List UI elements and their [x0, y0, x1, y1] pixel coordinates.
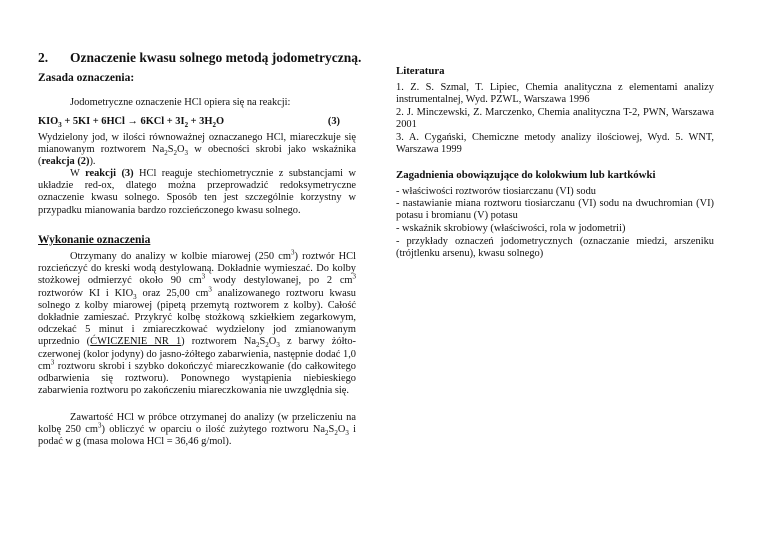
sup: 3 — [291, 248, 295, 257]
eq-part: O — [215, 116, 225, 127]
paragraph-titration — [38, 132, 356, 169]
topic-item: - wskaźnik skrobiowy (właściwości, rola w jodometrii) — [396, 223, 626, 234]
text: ) roztwór HCl rozcieńczyć do kreski wodą destylowaną. Dokładnie wymieszać. Do kolby stożkowej odmierzyć około 90 cm — [38, 251, 356, 287]
text: O — [337, 424, 346, 436]
literature-item: 1. Z. S. Szmal, T. Lipiec, Chemia analityczna z elementami analizy instrumentalnej, Wyd. PZWL, Warszawa 1996 — [396, 82, 714, 106]
text: oraz 25,00 cm — [136, 287, 209, 299]
text: HCl reaguje stechiometrycznie z substancjami w układzie red-ox, dlatego można przeprowadzić redoksymetryczne oznaczenie kwasu solnego. Sposób ten jest szczególnie korzystny w przypadku mianowania bardzo rozcieńczonego kwasu solnego. — [38, 168, 357, 216]
sub: 2 — [334, 429, 338, 438]
reaction-ref: reakcja (2) — [41, 156, 90, 168]
paragraph-calculation — [38, 412, 356, 449]
topic-item: - właściwości roztworów tiosiarczanu (VI) sodu — [396, 186, 596, 197]
equation-number: (3) — [327, 116, 340, 127]
eq-sub: 3 — [58, 121, 62, 130]
sub: 2 — [164, 149, 168, 158]
eq-sub: 2 — [212, 121, 216, 130]
sub: 3 — [345, 429, 349, 438]
text: O — [268, 336, 277, 348]
sup: 3 — [97, 421, 102, 430]
text: W — [70, 168, 86, 179]
reaction-equation — [38, 116, 356, 130]
text: roztworu skrobi i szybko dokończyć miareczkowanie (do całkowitego odbarwienia się roztworu). Ponownego wystąpienia niebieskiego zabarwienia roztworu po zakończeniu miareczkowania nie uwzględnia się. — [38, 360, 356, 397]
paragraph-procedure — [38, 248, 357, 397]
sub: 3 — [184, 149, 188, 158]
paragraph-redox — [38, 168, 356, 217]
text: roztworów KI i KIO — [38, 287, 134, 299]
text: wody destylowanej, po 2 cm — [205, 275, 353, 287]
sup: 3 — [208, 285, 212, 294]
section-title — [38, 50, 361, 66]
sub: 2 — [325, 429, 329, 438]
literature-heading: Literatura — [396, 65, 445, 77]
text: ). — [89, 156, 96, 168]
text: Zawartość HCl w próbce otrzymanej do analizy (w przeliczeniu na kolbę 250 cm — [38, 412, 356, 436]
eq-sub: 2 — [184, 121, 189, 130]
principle-intro: Jodometryczne oznaczenie HCl opiera się na reakcji: — [70, 97, 291, 108]
text: O — [176, 144, 185, 156]
sub: 2 — [265, 341, 269, 350]
topic-item: - przykłady oznaczeń jodometrycznych (oznaczanie miedzi, arszeniku (trójtlenku arsenu), kwasu solnego) — [396, 236, 714, 260]
text: S — [259, 336, 266, 348]
sup: 3 — [201, 272, 206, 281]
literature-item: 2. J. Minczewski, Z. Marczenko, Chemia analityczna T-2, PWN, Warszawa 2001 — [396, 107, 714, 131]
text: Otrzymany do analizy w kolbie miarowej (250 cm — [70, 251, 291, 262]
text: i podać w g (masa molowa HCl = 36,46 g/mol). — [38, 424, 357, 448]
exercise-reference-link[interactable]: ĆWICZENIE NR 1 — [90, 336, 182, 348]
text: ) roztworem Na — [181, 336, 257, 348]
sub: 3 — [276, 341, 280, 350]
eq-part: + 3H — [188, 116, 213, 127]
procedure-heading: Wykonanie oznaczenia — [38, 234, 151, 246]
eq-part: + 5KI + 6HCl → 6KCl + 3I — [61, 116, 185, 127]
text: Wydzielony jod, w ilości równoważnej oznaczanego HCl, miareczkuje się mianowanym roztworem Na — [38, 132, 356, 156]
sup: 3 — [50, 358, 55, 367]
text: analizowanego roztworu kwasu solnego z kolby miarowej (pipetą przemytą roztworem z kolby). Całość dokładnie zamieszać. Przykryć kolbę stożkową szkiełkiem zegarkowym, odczekać 5 minut i zmiareczkować wydzielony jod zmianowanym uprzednio ( — [38, 287, 356, 348]
sub: 3 — [133, 292, 137, 301]
text: z barwy żółto-czerwonej (kolor jodyny) do jasno-żółtego zabarwienia, następnie dodać 1,0 cm — [38, 336, 357, 372]
principle-heading: Zasada oznaczenia: — [38, 72, 135, 84]
section-title-text: Oznaczenie kwasu solnego metodą jodometryczną. — [70, 50, 362, 65]
topics-heading: Zagadnienia obowiązujące do kolokwium lub kartkówki — [396, 169, 656, 181]
sup: 3 — [352, 272, 357, 281]
text: S — [167, 144, 174, 156]
reaction-ref: reakcji (3) — [85, 168, 134, 179]
section-number: 2. — [38, 50, 49, 65]
sub: 2 — [256, 341, 260, 350]
sub: 2 — [173, 149, 177, 158]
text: S — [328, 424, 335, 436]
eq-part: KIO — [38, 116, 59, 127]
topic-item: - nastawianie miana roztworu tiosiarczanu (VI) sodu na dwuchromian (VI) potasu i bromianu (V) potasu — [396, 198, 714, 222]
literature-item: 3. A. Cygański, Chemiczne metody analizy ilościowej, Wyd. 5. WNT, Warszawa 1999 — [396, 132, 714, 156]
text: w obecności skrobi jako wskaźnika ( — [38, 144, 356, 168]
text: ) obliczyć w oparciu o ilość zużytego roztworu Na — [101, 424, 326, 436]
